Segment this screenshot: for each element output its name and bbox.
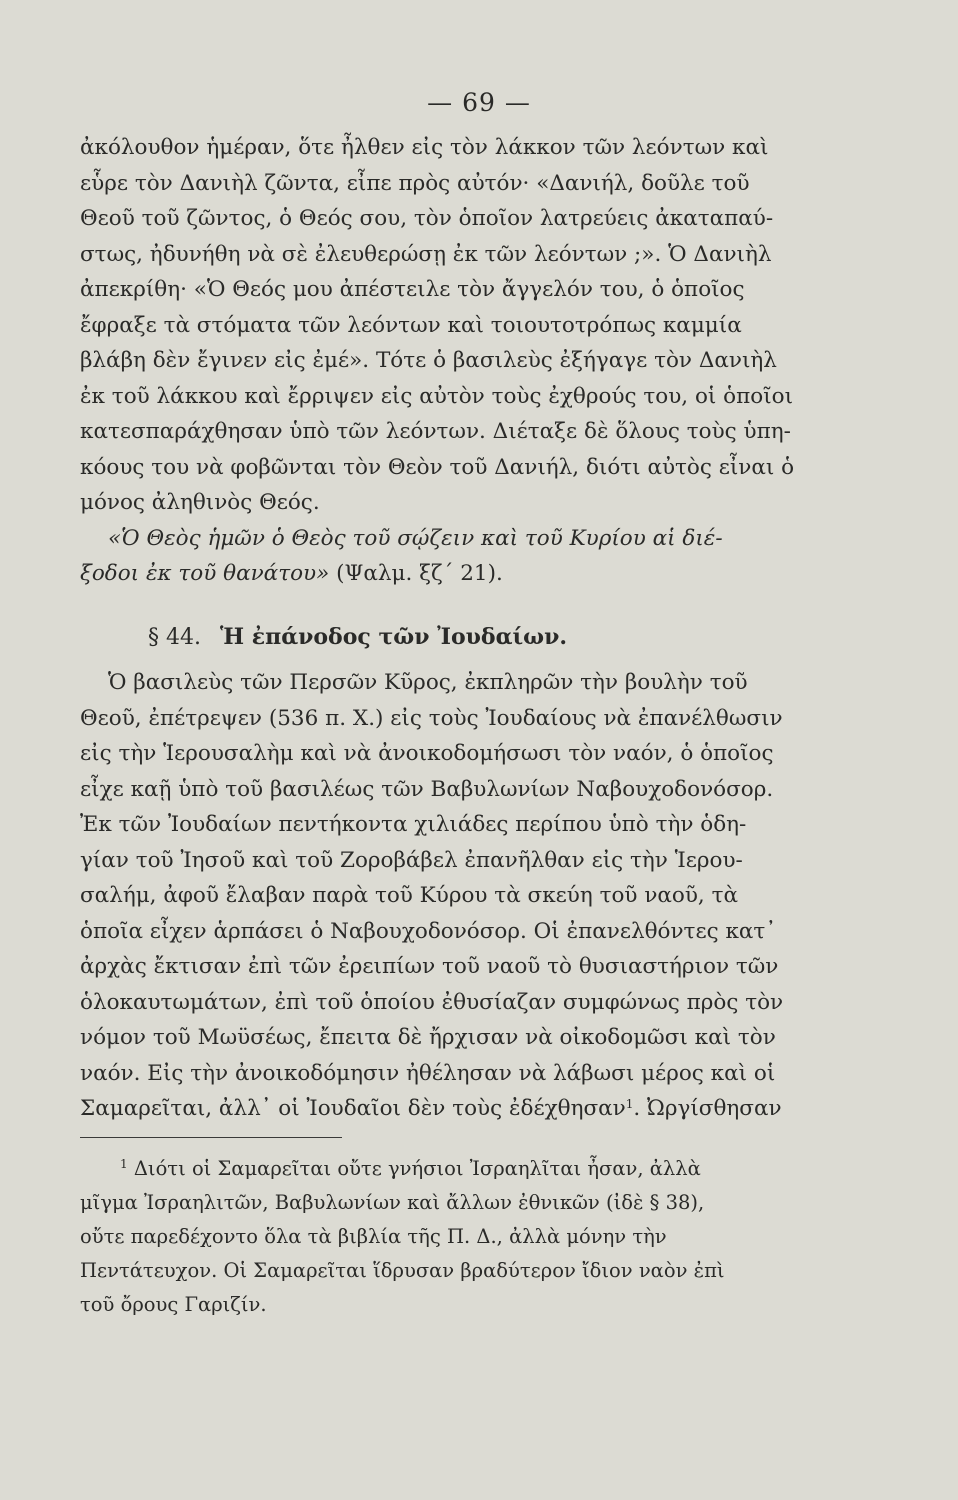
paragraph-daniel: [80, 130, 820, 592]
text-line: κατεσπαράχθησαν ὑπὸ τῶν λεόντων. Διέταξε δὲ ὅλους τοὺς ὑπη-: [80, 419, 791, 444]
text-line: νόμον τοῦ Μωϋσέως, ἔπειτα δὲ ἤρχισαν νὰ οἰκοδομῶσι καὶ τὸν: [80, 1025, 776, 1050]
text-line: Θεοῦ, ἐπέτρεψεν (536 π. Χ.) εἰς τοὺς Ἰουδαίους νὰ ἐπανέλθωσιν: [80, 705, 783, 731]
section-title: Ἡ ἐπάνοδος τῶν Ἰουδαίων.: [219, 624, 568, 650]
footnote-text: Διότι οἱ Σαμαρεῖται οὔτε γνήσιοι Ἰσραηλῖται ἦσαν, ἀλλὰ: [133, 1157, 701, 1180]
footnote-line: [80, 1152, 820, 1186]
text-line: [80, 1091, 820, 1127]
text-line: ἀπεκρίθη· «Ὁ Θεός μου ἀπέστειλε τὸν ἄγγελόν του, ὁ ὁποῖος: [80, 277, 745, 302]
text-line: σαλήμ, ἀφοῦ ἔλαβαν παρὰ τοῦ Κύρου τὰ σκεύη τοῦ ναοῦ, τὰ: [80, 883, 739, 908]
text-line: εὗρε τὸν Δανιὴλ ζῶντα, εἶπε πρὸς αὐτόν· «Δανιήλ, δοῦλε τοῦ: [80, 170, 750, 196]
footnote-line: οὔτε παρεδέχοντο ὅλα τὰ βιβλία τῆς Π. Δ., ἀλλὰ μόνην τὴν: [80, 1225, 667, 1248]
text-line: βλάβη δὲν ἔγινεν εἰς ἐμέ». Τότε ὁ βασιλεὺς ἐξήγαγε τὸν Δανιὴλ: [80, 348, 777, 373]
text-line: ἐκ τοῦ λάκκου καὶ ἔρριψεν εἰς αὐτὸν τοὺς ἐχθρούς του, οἱ ὁποῖοι: [80, 383, 793, 409]
text-line: στως, ἠδυνήθη νὰ σὲ ἐλευθερώσῃ ἐκ τῶν λεόντων ;». Ὁ Δανιὴλ: [80, 241, 772, 267]
text-segment: . Ὠργίσθησαν: [633, 1096, 782, 1121]
text-segment: Σαμαρεῖται, ἀλλ᾽ οἱ Ἰουδαῖοι δὲν τοὺς ἐδέχθησαν: [80, 1096, 626, 1121]
text-line: εἶχε καῇ ὑπὸ τοῦ βασιλέως τῶν Βαβυλωνίων Ναβουχοδονόσορ.: [80, 776, 774, 802]
text-line: ναόν. Εἰς τὴν ἀνοικοδόμησιν ἠθέλησαν νὰ λάβωσι μέρος καὶ οἱ: [80, 1060, 776, 1086]
text-line: ὁλοκαυτωμάτων, ἐπὶ τοῦ ὁποίου ἐθυσίαζαν συμφώνως πρὸς τὸν: [80, 989, 784, 1015]
text-line: Ἐκ τῶν Ἰουδαίων πεντήκοντα χιλιάδες περίπου ὑπὸ τὴν ὁδη-: [80, 812, 747, 837]
psalm-quote-line: [80, 556, 820, 592]
text-line: γίαν τοῦ Ἰησοῦ καὶ τοῦ Ζοροβάβελ ἐπανῆλθαν εἰς τὴν Ἱερου-: [80, 847, 743, 873]
psalm-quote-line: «Ὁ Θεὸς ἡμῶν ὁ Θεὸς τοῦ σῴζειν καὶ τοῦ Κυρίου αἱ διέ-: [108, 525, 723, 551]
footnote-reference[interactable]: 1: [625, 1097, 634, 1111]
text-line: ὁποῖα εἶχεν ἁρπάσει ὁ Ναβουχοδονόσορ. Οἱ ἐπανελθόντες κατ᾽: [80, 918, 777, 944]
paragraph-return: [80, 665, 820, 1127]
footnote-line: Πεντάτευχον. Οἱ Σαμαρεῖται ἵδρυσαν βραδύτερον ἴδιον ναὸν ἐπὶ: [80, 1259, 725, 1282]
psalm-reference: (Ψαλμ. ξζ΄ 21).: [336, 561, 503, 586]
footnote-divider: [80, 1137, 342, 1138]
text-line: μόνος ἀληθινὸς Θεός.: [80, 490, 320, 515]
footnote-line: μῖγμα Ἰσραηλιτῶν, Βαβυλωνίων καὶ ἄλλων ἐθνικῶν (ἰδὲ § 38),: [80, 1191, 705, 1214]
psalm-quote-text: ξοδοι ἐκ τοῦ θανάτου»: [80, 561, 330, 586]
text-line: ἔφραξε τὰ στόματα τῶν λεόντων καὶ τοιουτοτρόπως καμμία: [80, 312, 742, 338]
footnote-line: τοῦ ὄρους Γαριζίν.: [80, 1293, 267, 1316]
heading-row: [80, 617, 820, 657]
text-line: ἀκόλουθον ἡμέραν, ὅτε ἦλθεν εἰς τὸν λάκκον τῶν λεόντων καὶ: [80, 135, 769, 160]
text-line: εἰς τὴν Ἱερουσαλὴμ καὶ νὰ ἀνοικοδομήσωσι τὸν ναόν, ὁ ὁποῖος: [80, 741, 774, 766]
footnote-marker: 1: [120, 1157, 128, 1171]
page-number: — 69 —: [427, 88, 531, 117]
footnote: [80, 1152, 820, 1322]
section-number: § 44.: [148, 625, 201, 650]
text-line: κόους του νὰ φοβῶνται τὸν Θεὸν τοῦ Δανιήλ, διότι αὐτὸς εἶναι ὁ: [80, 454, 795, 480]
text-line: Θεοῦ τοῦ ζῶντος, ὁ Θεός σου, τὸν ὁποῖον λατρεύεις ἀκαταπαύ-: [80, 206, 774, 231]
text-line: Ὁ βασιλεὺς τῶν Περσῶν Κῦρος, ἐκπληρῶν τὴν βουλὴν τοῦ: [108, 670, 748, 695]
text-line: ἀρχὰς ἔκτισαν ἐπὶ τῶν ἐρειπίων τοῦ ναοῦ τὸ θυσιαστήριον τῶν: [80, 954, 779, 979]
section-heading: [80, 617, 820, 657]
